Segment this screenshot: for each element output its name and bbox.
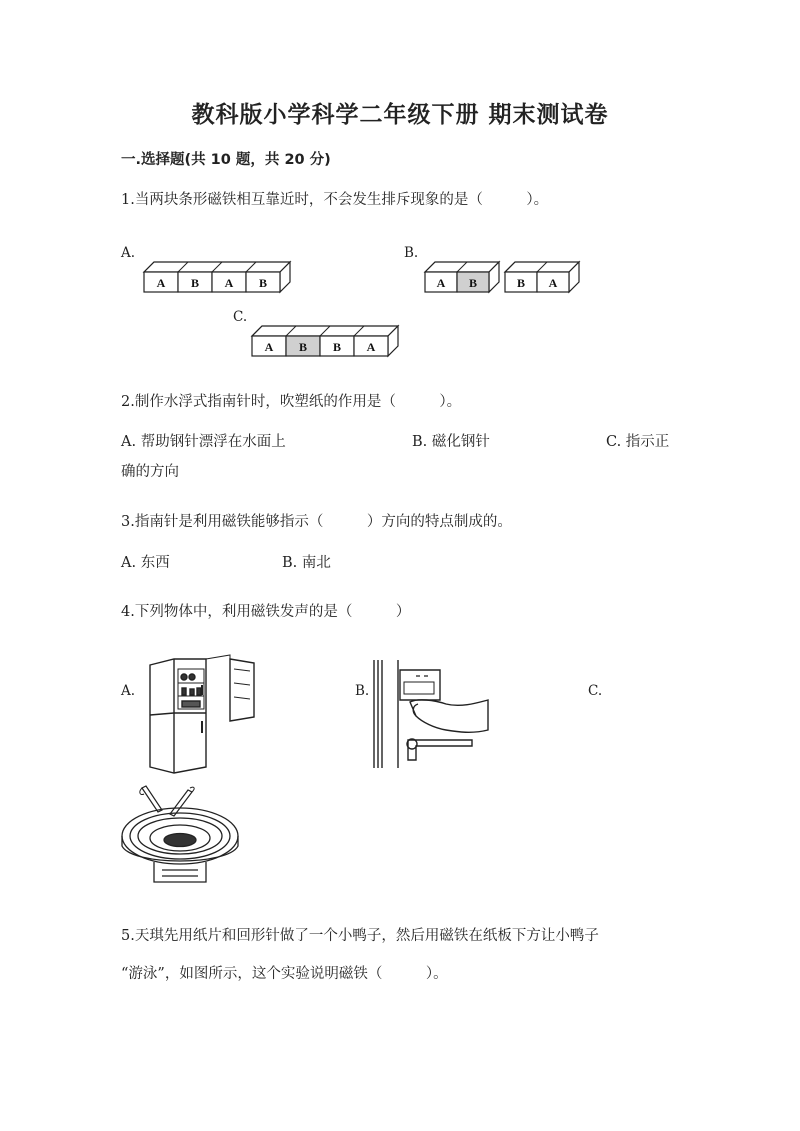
magnet-pole-label: B bbox=[258, 276, 268, 290]
q1-option-a-magnets bbox=[140, 262, 292, 296]
magnet-pair-figure bbox=[252, 326, 398, 356]
magnet-pole-label: B bbox=[190, 276, 200, 290]
q2-option-c-continued: 确的方向 bbox=[121, 464, 179, 480]
q3-option-a: A. 东西 bbox=[121, 555, 170, 571]
question-1-stem: 1.当两块条形磁铁相互靠近时，不会发生排斥现象的是（ ）。 bbox=[121, 192, 549, 208]
door-card-illustration bbox=[372, 660, 492, 770]
q4-option-b-label: B. bbox=[355, 683, 370, 699]
magnet-pole-label: B bbox=[332, 340, 342, 354]
magnet-pair-figure bbox=[144, 262, 290, 292]
q2-option-b: B. 磁化钢针 bbox=[412, 434, 490, 450]
q4-option-a-label: A. bbox=[121, 683, 136, 699]
question-5-line-2: “游泳”，如图所示，这个实验说明磁铁（ ）。 bbox=[121, 966, 448, 982]
magnet-pole-label: A bbox=[548, 276, 558, 290]
magnet-pole-label: B bbox=[298, 340, 308, 354]
section-heading: 一.选择题(共 10 题，共 20 分) bbox=[121, 152, 331, 168]
question-3-stem: 3.指南针是利用磁铁能够指示（ ）方向的特点制成的。 bbox=[121, 514, 512, 530]
q4-option-c-label: C. bbox=[588, 683, 603, 699]
q2-option-a: A. 帮助钢针漂浮在水面上 bbox=[121, 434, 286, 450]
page-title: 教科版小学科学二年级下册 期末测试卷 bbox=[191, 102, 609, 128]
magnet-pole-label: A bbox=[156, 276, 166, 290]
magnet-figure-left bbox=[425, 262, 499, 292]
q2-option-c: C. 指示正 bbox=[606, 434, 670, 450]
q3-option-b: B. 南北 bbox=[282, 555, 331, 571]
magnet-pole-label: B bbox=[468, 276, 478, 290]
magnet-figure-right bbox=[505, 262, 579, 292]
q1-option-a-label: A. bbox=[121, 245, 136, 261]
question-2-stem: 2.制作水浮式指南针时，吹塑纸的作用是（ ）。 bbox=[121, 394, 462, 410]
refrigerator-illustration bbox=[146, 655, 258, 775]
magnet-pole-label: A bbox=[366, 340, 376, 354]
q1-option-c-label: C. bbox=[233, 309, 248, 325]
q1-option-b-magnets bbox=[423, 262, 583, 296]
magnet-pole-label: A bbox=[264, 340, 274, 354]
magnet-pole-label: B bbox=[516, 276, 526, 290]
question-5-line-1: 5.天琪先用纸片和回形针做了一个小鸭子，然后用磁铁在纸板下方让小鸭子 bbox=[121, 928, 599, 944]
magnet-pole-label: A bbox=[436, 276, 446, 290]
q1-option-b-label: B. bbox=[404, 245, 419, 261]
question-4-stem: 4.下列物体中，利用磁铁发声的是（ ） bbox=[121, 604, 411, 620]
magnet-pole-label: A bbox=[224, 276, 234, 290]
speaker-with-paperclips-illustration bbox=[118, 786, 248, 894]
q1-option-c-magnets bbox=[250, 326, 402, 360]
